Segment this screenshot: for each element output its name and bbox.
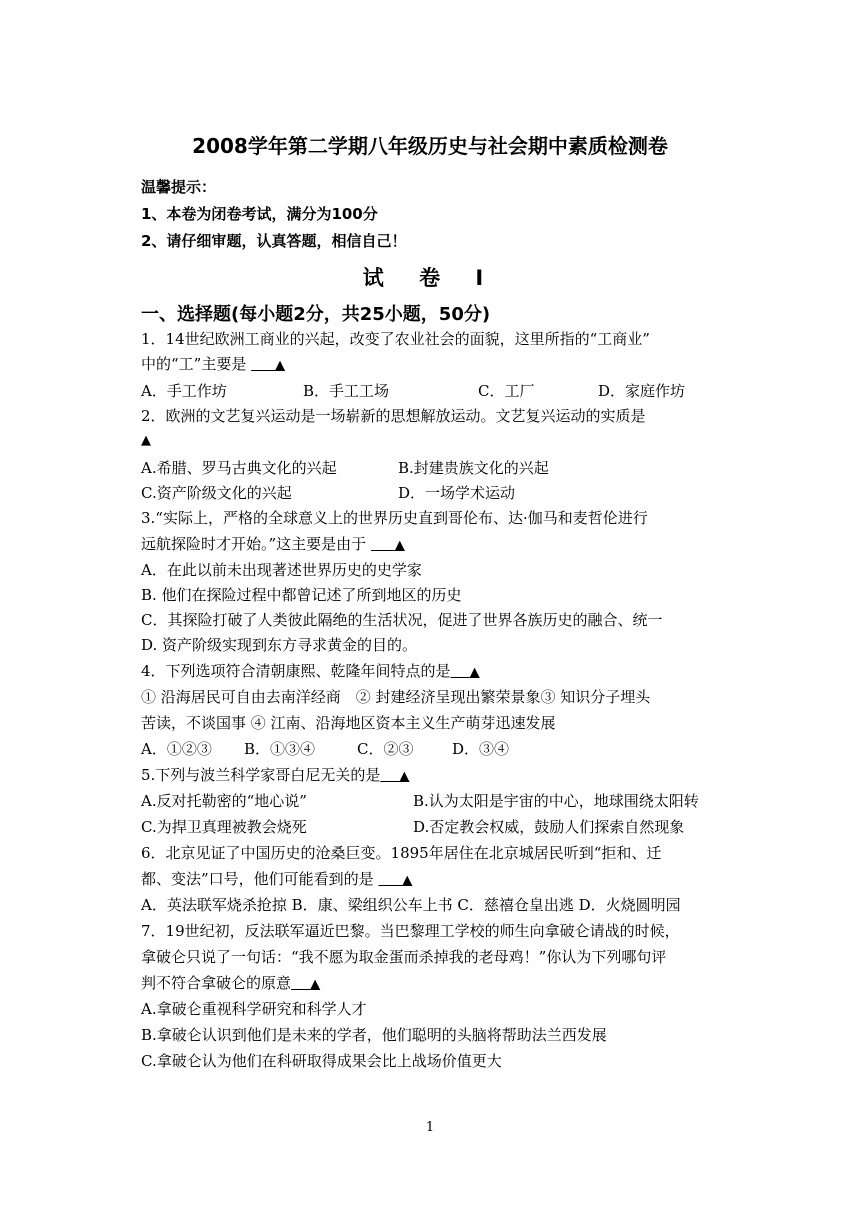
q4-items-line2: 苦读，不谈国事 ④ 江南、沿海地区资本主义生产萌芽迅速发展: [141, 714, 556, 732]
q4-answer-blank[interactable]: [451, 662, 480, 680]
q3-option-d: D. 资产阶级实现到东方寻求黄金的目的。: [141, 636, 418, 654]
q1-option-c: C．工厂: [478, 382, 535, 400]
q6-answer-blank[interactable]: [378, 870, 412, 888]
q4-option-d: D．③④: [452, 740, 510, 758]
triangle-icon: ▲: [310, 977, 321, 992]
q7-option-c: C.拿破仑认为他们在科研取得成果会比上战场价值更大: [141, 1052, 502, 1070]
triangle-icon: ▲: [402, 873, 413, 888]
q3-option-b: B. 他们在探险过程中都曾记述了所到地区的历史: [141, 586, 462, 604]
q4-option-a: A．①②③: [141, 740, 212, 758]
q1-option-a: A．手工作坊: [141, 382, 227, 400]
q3-answer-blank[interactable]: [371, 535, 405, 553]
q5-answer-blank[interactable]: [380, 766, 409, 784]
q7-option-a: A.拿破仑重视科学研究和科学人才: [141, 1000, 367, 1018]
q5-stem-text: 5.下列与波兰科学家哥白尼无关的是: [141, 766, 381, 784]
q3-stem-text: 远航探险时才开始。”这主要是由于: [141, 535, 367, 553]
q6-stem-text: 都、变法”口号，他们可能看到的是: [141, 870, 374, 888]
exam-title: 2008学年第二学期八年级历史与社会期中素质检测卷: [192, 134, 668, 158]
q7-stem-line1: 7．19世纪初，反法联军逼近巴黎。当巴黎理工学校的师生向拿破仑请战的时候，: [141, 922, 680, 940]
q2-option-d: D．一场学术运动: [398, 484, 516, 502]
triangle-icon: ▲: [141, 433, 151, 448]
q1-option-b: B．手工工场: [303, 382, 390, 400]
q4-option-b: B．①③④: [244, 740, 316, 758]
q1-answer-blank[interactable]: [251, 355, 285, 373]
page-number: 1: [425, 1120, 435, 1135]
q2-option-a: A.希腊、罗马古典文化的兴起: [141, 459, 337, 477]
q3-option-a: A．在此以前未出现著述世界历史的史学家: [141, 561, 422, 579]
tips-heading: 温馨提示：: [141, 178, 217, 196]
q4-items-line1: ① 沿海居民可自由去南洋经商 ② 封建经济呈现出繁荣景象③ 知识分子埋头: [141, 688, 651, 706]
q2-option-b: B.封建贵族文化的兴起: [398, 459, 549, 477]
q2-option-c: C.资产阶级文化的兴起: [141, 484, 292, 502]
q5-option-a: A.反对托勒密的“地心说”: [141, 792, 307, 810]
q3-stem-line1: 3.“实际上，严格的全球意义上的世界历史直到哥伦布、达·伽马和麦哲伦进行: [141, 509, 648, 527]
q1-option-d: D．家庭作坊: [598, 382, 686, 400]
triangle-icon: ▲: [274, 358, 285, 373]
triangle-icon: ▲: [399, 769, 410, 784]
q4-option-c: C．②③: [357, 740, 414, 758]
paper-label: 试 卷 I: [362, 266, 498, 290]
q6-stem-line2: [141, 868, 412, 889]
q4-stem-text: 4．下列选项符合清朝康熙、乾隆年间特点的是: [141, 662, 451, 680]
q3-stem-line2: [141, 533, 405, 554]
q7-stem-text: 判不符合拿破仑的原意: [141, 974, 292, 992]
q1-stem-text: 中的“工”主要是: [141, 355, 247, 373]
q5-option-b: B.认为太阳是宇宙的中心，地球围绕太阳转: [413, 792, 699, 810]
q4-stem-line1: [141, 660, 480, 681]
q3-option-c: C．其探险打破了人类彼此隔绝的生活状况，促进了世界各族历史的融合、统一: [141, 611, 663, 629]
q1-stem-line2: [141, 353, 285, 374]
q7-stem-line3: [141, 972, 320, 993]
q7-answer-blank[interactable]: [291, 974, 320, 992]
tip-item-1: 1、本卷为闭卷考试，满分为100分: [141, 205, 378, 223]
triangle-icon: ▲: [394, 538, 405, 553]
q7-option-b: B.拿破仑认识到他们是未来的学者，他们聪明的头脑将帮助法兰西发展: [141, 1026, 607, 1044]
q6-options: A．英法联军烧杀抢掠 B．康、梁组织公车上书 C．慈禧仓皇出逃 D．火烧圆明园: [141, 896, 681, 914]
q7-stem-line2: 拿破仑只说了一句话：“我不愿为取金蛋而杀掉我的老母鸡！”你认为下列哪句评: [141, 948, 667, 966]
q5-option-d: D.否定教会权威，鼓励人们探索自然现象: [413, 818, 685, 836]
q5-option-c: C.为捍卫真理被教会烧死: [141, 818, 307, 836]
q5-stem-line1: [141, 764, 409, 785]
q2-stem-line1: 2．欧洲的文艺复兴运动是一场崭新的思想解放运动。文艺复兴运动的实质是: [141, 407, 646, 425]
section-heading: 一、选择题(每小题2分，共25小题，50分): [141, 304, 491, 325]
triangle-icon: ▲: [469, 665, 480, 680]
q1-stem-line1: 1．14世纪欧洲工商业的兴起，改变了农业社会的面貌，这里所指的“工商业”: [141, 330, 650, 348]
q2-answer-line[interactable]: [141, 430, 151, 448]
q6-stem-line1: 6．北京见证了中国历史的沧桑巨变。1895年居住在北京城居民听到“拒和、迁: [141, 844, 662, 862]
tip-item-2: 2、请仔细审题，认真答题，相信自己！: [141, 232, 407, 250]
